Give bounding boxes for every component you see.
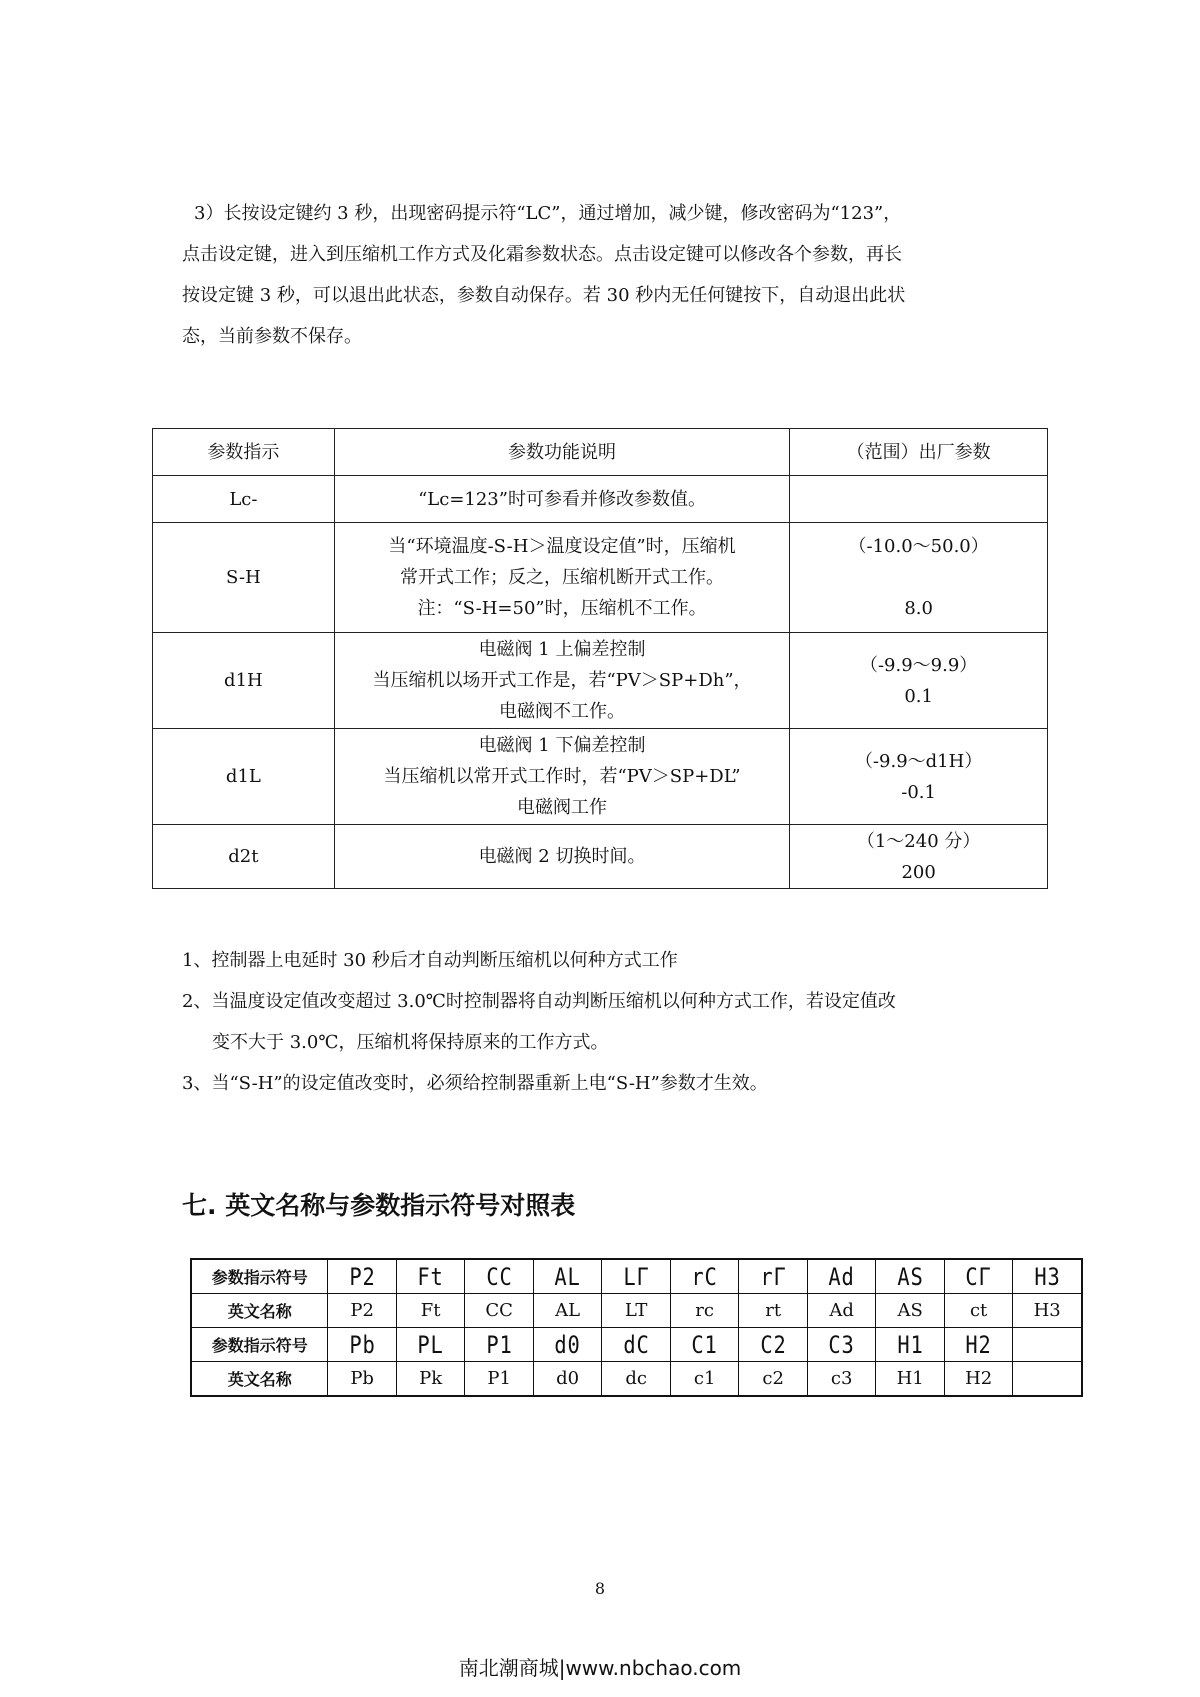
symbol-glyph: C3 bbox=[828, 1330, 855, 1359]
name-cell bbox=[1013, 1362, 1082, 1397]
range-value: （-10.0～50.0） bbox=[848, 536, 989, 557]
param-desc bbox=[334, 476, 789, 523]
desc-line: 当压缩机以场开式工作是，若“PV＞SP+Dh”， bbox=[372, 670, 752, 691]
name-cell: Ad bbox=[807, 1294, 876, 1328]
row-label: 参数指示符号 bbox=[191, 1328, 328, 1362]
param-code: S-H bbox=[153, 523, 335, 633]
name-cell: H2 bbox=[944, 1362, 1013, 1397]
desc-line: 电磁阀 1 下偏差控制 bbox=[478, 735, 646, 756]
desc-line: 电磁阀工作 bbox=[517, 797, 608, 818]
symbol-cell bbox=[876, 1259, 945, 1294]
symbol-glyph: C1 bbox=[691, 1330, 718, 1359]
table-row bbox=[153, 729, 1048, 825]
list-item bbox=[182, 940, 1032, 981]
desc-line: 电磁阀 1 上偏差控制 bbox=[478, 639, 646, 660]
param-desc bbox=[334, 729, 789, 825]
param-range bbox=[790, 523, 1048, 633]
symbol-cell bbox=[602, 1259, 671, 1294]
symbol-cell bbox=[944, 1259, 1013, 1294]
name-cell: dc bbox=[602, 1362, 671, 1397]
symbol-glyph: C2 bbox=[760, 1330, 787, 1359]
name-cell: d0 bbox=[533, 1362, 602, 1397]
default-value: 8.0 bbox=[904, 598, 933, 619]
symbol-cell bbox=[465, 1259, 534, 1294]
row-label: 英文名称 bbox=[191, 1362, 328, 1397]
default-value: 0.1 bbox=[904, 685, 933, 707]
desc-line: 注：“S-H=50”时，压缩机不工作。 bbox=[417, 598, 707, 619]
param-code: d1H bbox=[153, 633, 335, 729]
symbol-glyph: Ad bbox=[828, 1262, 855, 1291]
range-gap bbox=[794, 562, 1043, 593]
symbol-cell bbox=[533, 1259, 602, 1294]
notes-list bbox=[182, 940, 1032, 1104]
symbol-row bbox=[191, 1259, 1082, 1294]
name-cell: Pb bbox=[328, 1362, 397, 1397]
param-range bbox=[790, 825, 1048, 889]
name-cell: LT bbox=[602, 1294, 671, 1328]
list-item bbox=[182, 1063, 1032, 1104]
symbol-cell bbox=[465, 1328, 534, 1362]
param-desc bbox=[334, 523, 789, 633]
intro-line: 点击设定键，进入到压缩机工作方式及化霜参数状态。点击设定键可以修改各个参数，再长 bbox=[182, 244, 902, 265]
param-range bbox=[790, 476, 1048, 523]
symbol-cell bbox=[807, 1259, 876, 1294]
row-label: 参数指示符号 bbox=[191, 1259, 328, 1294]
list-item bbox=[182, 981, 1032, 1063]
parameter-table bbox=[152, 428, 1048, 889]
name-row bbox=[191, 1362, 1082, 1397]
watermark: 南北潮商城|www.nbchao.com bbox=[458, 1656, 742, 1680]
header-param-range: （范围）出厂参数 bbox=[790, 429, 1048, 476]
name-cell: AL bbox=[533, 1294, 602, 1328]
symbol-glyph: H1 bbox=[897, 1330, 924, 1359]
symbol-glyph: P1 bbox=[486, 1330, 513, 1359]
table-row bbox=[153, 523, 1048, 633]
intro-line: 按设定键 3 秒，可以退出此状态，参数自动保存。若 30 秒内无任何键按下，自动退出此状 bbox=[182, 285, 906, 306]
symbol-cell bbox=[396, 1328, 465, 1362]
intro-line: 态，当前参数不保存。 bbox=[182, 326, 362, 347]
symbol-cell bbox=[328, 1259, 397, 1294]
param-code: d2t bbox=[153, 825, 335, 889]
note-continuation: 变不大于 3.0℃，压缩机将保持原来的工作方式。 bbox=[212, 1032, 609, 1053]
row-label: 英文名称 bbox=[191, 1294, 328, 1328]
name-cell: c2 bbox=[739, 1362, 808, 1397]
symbol-cell bbox=[1013, 1328, 1082, 1362]
table-row bbox=[153, 825, 1048, 889]
symbol-cell bbox=[944, 1328, 1013, 1362]
desc-line: 当压缩机以常开式工作时，若“PV＞SP+DL” bbox=[383, 766, 741, 787]
name-cell: c3 bbox=[807, 1362, 876, 1397]
section-title: 七. 英文名称与参数指示符号对照表 bbox=[182, 1191, 576, 1220]
name-cell: P2 bbox=[328, 1294, 397, 1328]
header-param-desc: 参数功能说明 bbox=[334, 429, 789, 476]
param-desc bbox=[334, 825, 789, 889]
symbol-cell bbox=[876, 1328, 945, 1362]
desc-line: 电磁阀 2 切换时间。 bbox=[478, 846, 646, 867]
symbol-glyph: rC bbox=[691, 1262, 718, 1291]
table-header-row bbox=[153, 429, 1048, 476]
name-cell: P1 bbox=[465, 1362, 534, 1397]
symbol-cell bbox=[670, 1328, 739, 1362]
name-cell: Pk bbox=[396, 1362, 465, 1397]
desc-line: 电磁阀不工作。 bbox=[499, 701, 626, 722]
default-value: -0.1 bbox=[901, 781, 936, 803]
name-cell: ct bbox=[944, 1294, 1013, 1328]
name-cell: CC bbox=[465, 1294, 534, 1328]
name-cell: H1 bbox=[876, 1362, 945, 1397]
note-text: 1、控制器上电延时 30 秒后才自动判断压缩机以何种方式工作 bbox=[182, 950, 678, 971]
symbol-cell bbox=[807, 1328, 876, 1362]
param-range bbox=[790, 729, 1048, 825]
param-code: Lc- bbox=[153, 476, 335, 523]
symbol-cell bbox=[670, 1259, 739, 1294]
symbol-cell bbox=[328, 1328, 397, 1362]
default-value: 200 bbox=[901, 861, 936, 883]
symbol-glyph: Pb bbox=[349, 1330, 376, 1359]
symbol-cell bbox=[533, 1328, 602, 1362]
name-cell: Ft bbox=[396, 1294, 465, 1328]
symbol-table bbox=[190, 1258, 1083, 1397]
symbol-glyph: LΓ bbox=[623, 1262, 650, 1291]
desc-line: 常开式工作；反之，压缩机断开式工作。 bbox=[400, 567, 725, 588]
header-param-code: 参数指示 bbox=[153, 429, 335, 476]
symbol-glyph: CC bbox=[486, 1262, 513, 1291]
symbol-glyph: H2 bbox=[965, 1330, 992, 1359]
table-row bbox=[153, 633, 1048, 729]
name-cell: AS bbox=[876, 1294, 945, 1328]
symbol-glyph: d0 bbox=[554, 1330, 581, 1359]
name-cell: rc bbox=[670, 1294, 739, 1328]
note-text: 2、当温度设定值改变超过 3.0℃时控制器将自动判断压缩机以何种方式工作，若设定值改 bbox=[182, 991, 896, 1012]
param-range bbox=[790, 633, 1048, 729]
desc-line: “Lc=123”时可参看并修改参数值。 bbox=[418, 488, 706, 510]
symbol-cell bbox=[396, 1259, 465, 1294]
range-value: （-9.9～9.9） bbox=[859, 654, 978, 676]
symbol-glyph: P2 bbox=[349, 1262, 376, 1291]
name-cell: rt bbox=[739, 1294, 808, 1328]
symbol-glyph: dC bbox=[623, 1330, 650, 1359]
symbol-cell bbox=[739, 1259, 808, 1294]
symbol-cell bbox=[1013, 1259, 1082, 1294]
symbol-glyph: PL bbox=[417, 1330, 444, 1359]
symbol-glyph: rΓ bbox=[760, 1262, 787, 1291]
param-desc bbox=[334, 633, 789, 729]
symbol-row bbox=[191, 1328, 1082, 1362]
table-row bbox=[153, 476, 1048, 523]
symbol-cell bbox=[602, 1328, 671, 1362]
symbol-glyph: Ft bbox=[417, 1262, 444, 1291]
name-cell: c1 bbox=[670, 1362, 739, 1397]
range-value: （-9.9～d1H） bbox=[854, 750, 983, 772]
symbol-glyph: AS bbox=[897, 1262, 924, 1291]
symbol-glyph: H3 bbox=[1034, 1262, 1061, 1291]
symbol-glyph: AL bbox=[554, 1262, 581, 1291]
page-number: 8 bbox=[594, 1579, 606, 1598]
name-cell: H3 bbox=[1013, 1294, 1082, 1328]
note-text: 3、当“S-H”的设定值改变时，必须给控制器重新上电“S-H”参数才生效。 bbox=[182, 1073, 768, 1094]
intro-line: 3）长按设定键约 3 秒，出现密码提示符“LC”，通过增加，减少键，修改密码为“123”， bbox=[194, 203, 902, 224]
symbol-glyph: CΓ bbox=[965, 1262, 992, 1291]
param-code: d1L bbox=[153, 729, 335, 825]
range-value: （1～240 分） bbox=[856, 830, 981, 852]
desc-line: 当“环境温度-S-H＞温度设定值”时，压缩机 bbox=[388, 536, 736, 557]
symbol-cell bbox=[739, 1328, 808, 1362]
name-row bbox=[191, 1294, 1082, 1328]
